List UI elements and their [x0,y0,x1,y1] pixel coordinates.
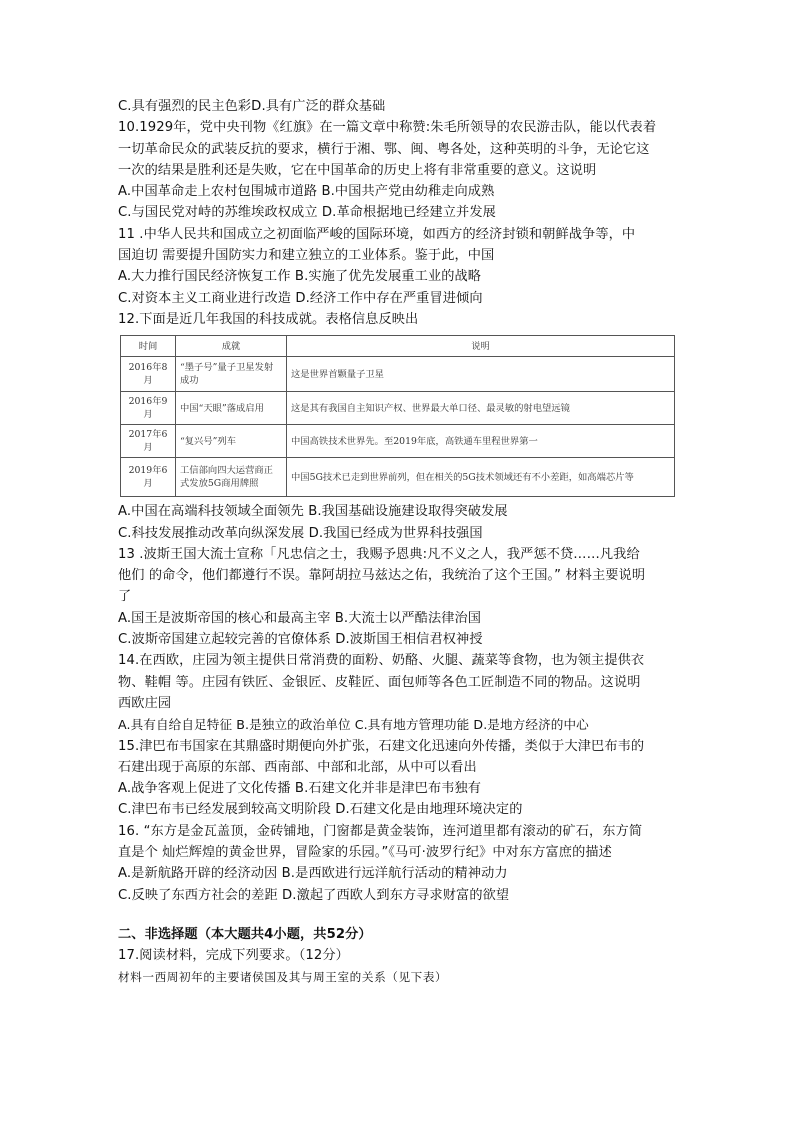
table-cell-note: 这是世界首颗量子卫星 [287,357,675,392]
table-row [121,357,675,392]
tech-achievements-table [120,335,675,497]
table-cell-achievement: “墨子号”量子卫星发射成功 [176,357,287,392]
question-12-stem: 12.下面是近几年我国的科技成就。表格信息反映出 [118,311,419,327]
table-row [121,425,675,458]
question-10-stem: 10.1929年，党中央刊物《红旗》在一篇文章中称赞:朱毛所领导的农民游击队，能以代表着 [118,120,657,136]
question-block-bottom [118,501,678,906]
question-15-options: A.战争客观上促进了文化传播 B.石建文化并非是津巴布韦独有 [118,781,482,797]
question-13-stem: 了 [118,589,132,605]
question-11-options: A.大力推行国民经济恢复工作 B.实施了优先发展重工业的战略 [118,269,482,285]
table-cell-note: 这是其有我国自主知识产权、世界最大单口径、最灵敏的射电望远镜 [287,392,675,425]
question-14-stem: 西欧庄园 [118,695,172,711]
table-row [121,392,675,425]
table-header: 成就 [176,336,287,357]
question-14-options: A.具有自给自足特征 B.是独立的政治单位 C.具有地方管理功能 D.是地方经济的中心 [118,717,589,733]
option-line: C.具有强烈的民主色彩D.具有广泛的群众基础 [118,99,386,114]
question-16-stem: 16. “东方是金瓦盖顶，金砖铺地，门窗都是黄金装饰，连河道里都有滚动的矿石，东方简 [118,823,643,839]
question-10-stem: 一次的结果是胜利还是失败，它在中国革命的历史上将有非常重要的意义。这说明 [118,162,597,178]
section-2-title: 二、非选择题（本大题共4小题，共52分） [118,926,372,942]
question-15-stem: 石建出现于高原的东部、西南部、中部和北部，从中可以看出 [118,759,477,775]
table-header: 时间 [121,336,176,357]
question-10-options: C.与国民党对峙的苏维埃政权成立 D.革命根据地已经建立并发展 [118,205,496,221]
table-cell-time: 2017年6月 [121,425,176,458]
question-10-options: A.中国革命走上农村包围城市道路 B.中国共产党由幼稚走向成熟 [118,184,495,200]
question-13-options: C.波斯帝国建立起较完善的官僚体系 D.波斯国王相信君权神授 [118,632,483,648]
table-cell-achievement: “复兴号”列车 [176,425,287,458]
exam-page [118,96,678,988]
question-16-options: A.是新航路开辟的经济动因 B.是西欧进行远洋航行活动的精神动力 [118,866,508,882]
question-16-options: C.反映了东西方社会的差距 D.激起了西欧人到东方寻求财富的欲望 [118,887,510,903]
table-cell-achievement: 工信部向四大运营商正式发放5G商用牌照 [176,458,287,497]
material-1-caption: 材料一西周初年的主要诸侯国及其与周王室的关系（见下表） [118,969,448,984]
question-11-stem: 11 .中华人民共和国成立之初面临严峻的国际环境，如西方的经济封锁和朝鲜战争等，中 [118,226,636,242]
table-cell-time: 2016年9月 [121,392,176,425]
question-15-options: C.津巴布韦已经发展到较高文明阶段 D.石建文化是由地理环境决定的 [118,802,523,818]
table-header-row [121,336,675,357]
question-block-top [118,96,678,330]
question-14-stem: 物、鞋帽 等。庄园有铁匠、金银匠、皮鞋匠、面包师等各色工匠制造不同的物品。这说明 [118,674,641,690]
question-12-options: C.科技发展推动改革向纵深发展 D.我国已经成为世界科技强国 [118,525,483,541]
table-header: 说明 [287,336,675,357]
question-14-stem: 14.在西欧，庄园为领主提供日常消费的面粉、奶酪、火腿、蔬菜等食物，也为领主提供衣 [118,653,645,669]
table-row [121,458,675,497]
table-cell-note: 中国高铁技术世界先。至2019年底，高铁通车里程世界第一 [287,425,675,458]
table-cell-achievement: 中国“天眼”落成启用 [176,392,287,425]
question-10-stem: 一切革命民众的武装反抗的要求，横行于湘、鄂、闽、粤各处，这种英明的斗争，无论它这 [118,141,650,157]
question-15-stem: 15.津巴布韦国家在其鼎盛时期便向外扩张，石建文化迅速向外传播，类似于大津巴布韦的 [118,738,645,754]
question-17-stem: 17.阅读材料，完成下列要求。（12分） [118,948,349,964]
question-13-stem: 他们 的命令，他们都遵行不误。靠阿胡拉马兹达之佑，我统治了这个王国。” 材料主要说明 [118,568,646,584]
question-12-options: A.中国在高端科技领域全面领先 B.我国基础设施建设取得突破发展 [118,504,508,520]
question-13-options: A.国王是波斯帝国的核心和最高主宰 B.大流士以严酷法律治国 [118,610,482,626]
table-cell-note: 中国5G技术已走到世界前列，但在相关的5G技术领域还有不小差距，如高端芯片等 [287,458,675,497]
table-cell-time: 2019年6月 [121,458,176,497]
question-16-stem: 直是个 灿烂辉煌的黄金世界，冒险家的乐园。”《马可·波罗行纪》中对东方富庶的描述 [118,845,612,861]
table-cell-time: 2016年8月 [121,357,176,392]
question-11-stem: 国迫切 需要提升国防实力和建立独立的工业体系。鉴于此，中国 [118,248,495,264]
question-11-options: C.对资本主义工商业进行改造 D.经济工作中存在严重冒进倾向 [118,290,483,306]
question-13-stem: 13 .波斯王国大流士宣称「凡忠信之士，我赐予恩典:凡不义之人，我严惩不贷……凡我给 [118,546,640,562]
